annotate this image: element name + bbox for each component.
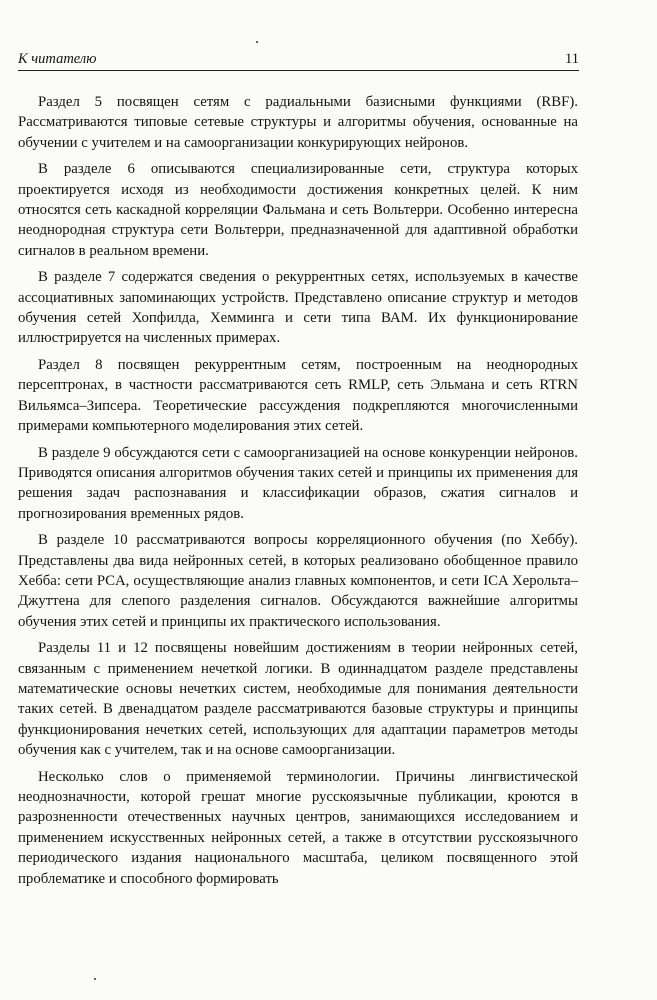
paragraph: В разделе 7 содержатся сведения о рекуррентных сетях, используемых в качестве ассоциативных запоминающих устройств. Представлено описание структур и методов обучения сетей Хопфилда, Хемминга и сети типа ВАМ. Их функционирование иллюстрируется на численных примерах. — [18, 269, 578, 347]
running-header — [18, 50, 579, 71]
page-number: 11 — [565, 51, 579, 67]
scan-speck — [94, 978, 96, 980]
paragraph: В разделе 9 обсуждаются сети с самоорганизацией на основе конкуренции нейронов. Приводятся описания алгоритмов обучения таких сетей и принципы их применения для решения задач распознавания и классификации образов, сжатия сигналов и прогнозирования временных рядов. — [18, 444, 578, 522]
paragraph: В разделе 10 рассматриваются вопросы корреляционного обучения (по Хеббу). Представлены два вида нейронных сетей, в которых реализовано обобщенное правило Хебба: сети PCA, осуществляющие анализ главных компонентов, и сети ICA Херольта–Джуттена для слепого разделения сигналов. Обсуждаются важнейшие алгоритмы обучения этих сетей и принципы их практического использования. — [18, 532, 578, 630]
paragraph: Разделы 11 и 12 посвящены новейшим достижениям в теории нейронных сетей, связанным с применением нечеткой логики. В одиннадцатом разделе представлены математические основы нечетких систем, необходимые для понимания деятельности таких сетей. В двенадцатом разделе рассматриваются базовые структуры и принципы функционирования нечетких сетей, использующих для адаптации параметров методы обучения как с учителем, так и на основе самоорганизации. — [18, 640, 578, 759]
scan-speck — [256, 41, 258, 43]
body-text — [18, 92, 578, 895]
paragraph: В разделе 6 описываются специализированные сети, структура которых проектируется исходя из необходимости достижения конкретных целей. К ним относятся сеть каскадной корреляции Фальмана и сеть Вольтерри. Особенно интересна неоднородная структура сети Вольтерри, предназначенной для адаптивной обработки сигналов в реальном времени. — [18, 161, 578, 259]
paragraph: Несколько слов о применяемой терминологии. Причины лингвистической неоднозначности, которой грешат многие русскоязычные публикации, кроются в разрозненности отечественных научных центров, занимающихся исследованием и применением искусственных нейронных сетей, а также в отсутствии русскоязычного периодического издания национального масштаба, целиком посвященного этой проблематике и способного формировать — [18, 768, 578, 887]
paragraph: Раздел 8 посвящен рекуррентным сетям, построенным на неоднородных персептронах, в частности рассматриваются сеть RMLP, сеть Эльмана и сеть RTRN Вильямса–Зипсера. Теоретические рассуждения подкрепляются многочисленными примерами компьютерного моделирования этих сетей. — [18, 356, 578, 435]
running-header-title: К читателю — [18, 51, 97, 67]
paragraph: Раздел 5 посвящен сетям с радиальными базисными функциями (RBF). Рассматриваются типовые сетевые структуры и алгоритмы обучения, основанные на обучении с учителем и на самоорганизации конкурирующих нейронов. — [18, 94, 578, 151]
